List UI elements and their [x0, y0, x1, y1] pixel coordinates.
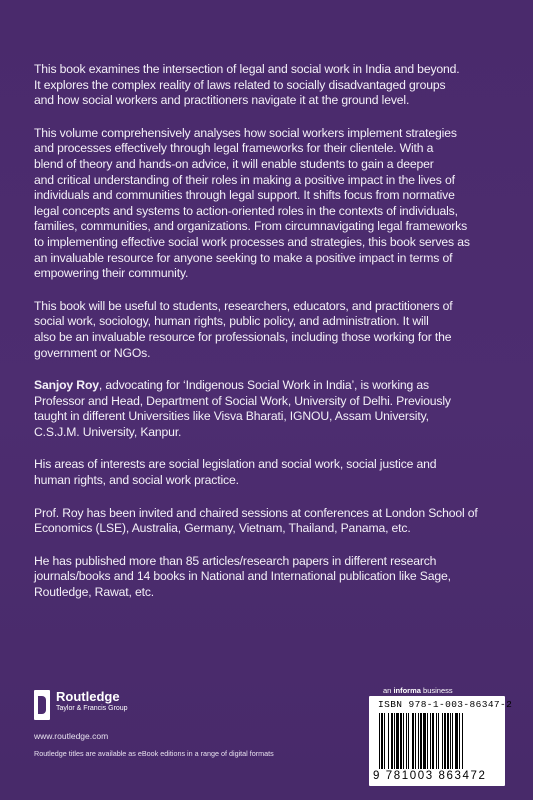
text-line: taught in different Universities like Visva Bharati, IGNOU, Assam University, [34, 409, 429, 424]
text-line: human rights, and social work practice. [34, 473, 239, 488]
informa-business-label [383, 686, 453, 695]
text-line: His areas of interests are social legislation and social work, social justice and [34, 457, 437, 472]
text-line: social work, sociology, human rights, public policy, and administration. It will [34, 314, 429, 329]
author-publications [34, 554, 506, 601]
blurb-paragraph-3 [34, 299, 506, 361]
text-line: and processes effectively through legal frameworks for their clientele. With a [34, 141, 434, 156]
text-line: This book will be useful to students, researchers, educators, and practitioners of [34, 298, 453, 313]
informa-word: informa [393, 686, 421, 695]
text-line: individuals and communities through legal support. It shifts focus from normative [34, 188, 455, 203]
text-line: also be an invaluable resource for professionals, including those working for the [34, 329, 452, 344]
text-line: Economics (LSE), Australia, Germany, Vietnam, Thailand, Panama, etc. [34, 521, 411, 536]
blurb-paragraph-2 [34, 126, 506, 282]
text-line: This book examines the intersection of legal and social work in India and beyond. [34, 62, 460, 76]
blurb-paragraph-1 [34, 62, 506, 109]
ebook-note: Routledge titles are available as eBook editions in a range of digital formats [34, 749, 274, 758]
publisher-group: Taylor & Francis Group [56, 705, 128, 712]
isbn-barcode [369, 696, 513, 786]
text-line: Prof. Roy has been invited and chaired sessions at conferences at London School of [34, 505, 478, 520]
informa-suffix: business [420, 686, 453, 695]
text-line: and how social workers and practitioners navigate it at the ground level. [34, 93, 410, 108]
isbn-label: ISBN 978-1-003-86347-2 [378, 699, 513, 710]
text-line: journals/books and 14 books in National and International publication like Sage, [34, 569, 451, 584]
text-line: to implementing effective social work processes and strategies, this book serves as [34, 234, 470, 249]
author-sessions [34, 506, 506, 537]
back-cover-footer [0, 676, 533, 800]
text-line: This volume comprehensively analyses how social workers implement strategies [34, 125, 457, 140]
text-line: government or NGOs. [34, 345, 151, 360]
informa-prefix: an [383, 686, 394, 695]
text-line: , advocating for ‘Indigenous Social Work in India’, is working as [98, 378, 429, 393]
author-interests [34, 457, 506, 488]
text-line: He has published more than 85 articles/research papers in different research [34, 553, 437, 568]
author-bio [34, 378, 506, 440]
text-line: legal concepts and systems to action-oriented roles in the contexts of individuals, [34, 203, 458, 218]
publisher-name: Routledge [56, 689, 120, 704]
text-line: C.S.J.M. University, Kanpur. [34, 424, 182, 439]
text-line: an invaluable resource for anyone seeking to make a positive impact in terms of [34, 250, 453, 265]
text-line: families, communities, and organizations. From circumnavigating legal frameworks [34, 219, 468, 234]
text-line: and critical understanding of their roles in making a positive impact in the lives of [34, 172, 455, 187]
text-line: empowering their community. [34, 266, 189, 281]
author-name: Sanjoy Roy [34, 378, 99, 393]
blurb-content [34, 62, 506, 601]
text-line: It explores the complex reality of laws related to socially disadvantaged groups [34, 77, 446, 92]
publisher-website: www.routledge.com [34, 731, 109, 741]
barcode-digits: 9 781003 863472 [373, 770, 487, 782]
barcode-bars-icon [379, 713, 497, 769]
routledge-logo-icon [34, 690, 50, 720]
text-line: blend of theory and hands-on advice, it will enable students to gain a deeper [34, 156, 434, 171]
text-line: Professor and Head, Department of Social Work, University of Delhi. Previously [34, 393, 451, 408]
routledge-logo [34, 690, 128, 720]
text-line: Routledge, Rawat, etc. [34, 585, 154, 600]
